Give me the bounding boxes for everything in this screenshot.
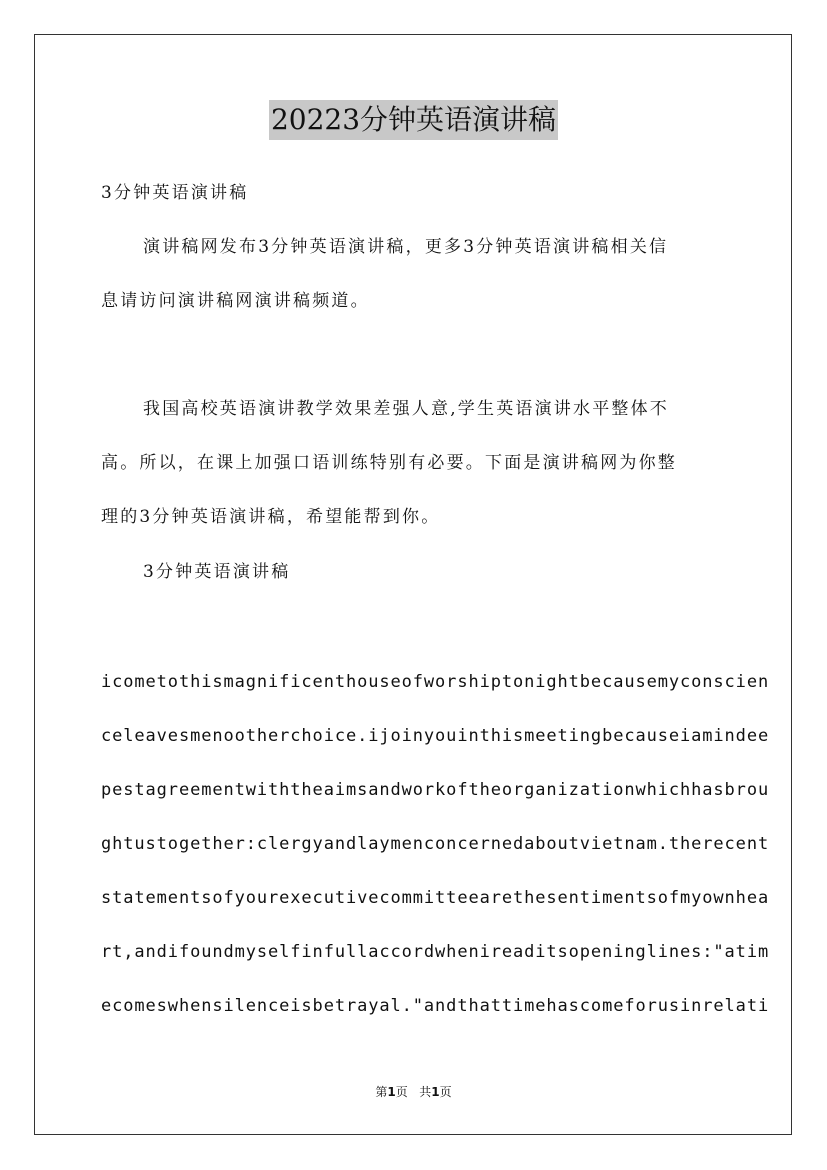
page-footer [0, 1083, 827, 1100]
footer-total-suffix: 页 [439, 1085, 452, 1099]
footer-total-number: 1 [431, 1085, 440, 1099]
footer-total-prefix: 共 [419, 1085, 432, 1099]
footer-page-suffix: 页 [395, 1085, 408, 1099]
footer-page-prefix: 第 [375, 1085, 388, 1099]
english-line: pestagreementwiththeaimsandworkoftheorganizationwhichhasbrou [101, 780, 770, 800]
english-line: ecomeswhensilenceisbetrayal."andthattimehascomeforusinrelati [101, 996, 770, 1016]
subtitle: 3分钟英语演讲稿 [101, 183, 249, 203]
english-line: celeavesmenootherchoice.ijoinyouinthismeetingbecauseiamindee [101, 726, 770, 746]
intro-line-1: 演讲稿网发布3分钟英语演讲稿，更多3分钟英语演讲稿相关信 [143, 237, 669, 257]
footer-page-number: 1 [387, 1085, 396, 1099]
english-line: ghtustogether:clergyandlaymenconcernedaboutvietnam.therecent [101, 834, 770, 854]
english-line: icometothismagnificenthouseofworshiptonightbecausemyconscien [101, 672, 770, 692]
para2-line-2: 高。所以，在课上加强口语训练特别有必要。下面是演讲稿网为你整 [101, 453, 677, 473]
intro-line-2: 息请访问演讲稿网演讲稿频道。 [101, 291, 370, 311]
section-heading: 3分钟英语演讲稿 [143, 562, 291, 582]
english-line: rt,andifoundmyselfinfullaccordwhenireaditsopeninglines:"atim [101, 942, 770, 962]
para2-line-1: 我国高校英语演讲教学效果差强人意,学生英语演讲水平整体不 [143, 399, 670, 419]
english-line: statementsofyourexecutivecommitteearethesentimentsofmyownhea [101, 888, 770, 908]
page-title: 20223分钟英语演讲稿 [269, 100, 558, 140]
title-container [0, 100, 827, 140]
para2-line-3: 理的3分钟英语演讲稿，希望能帮到你。 [101, 507, 441, 527]
